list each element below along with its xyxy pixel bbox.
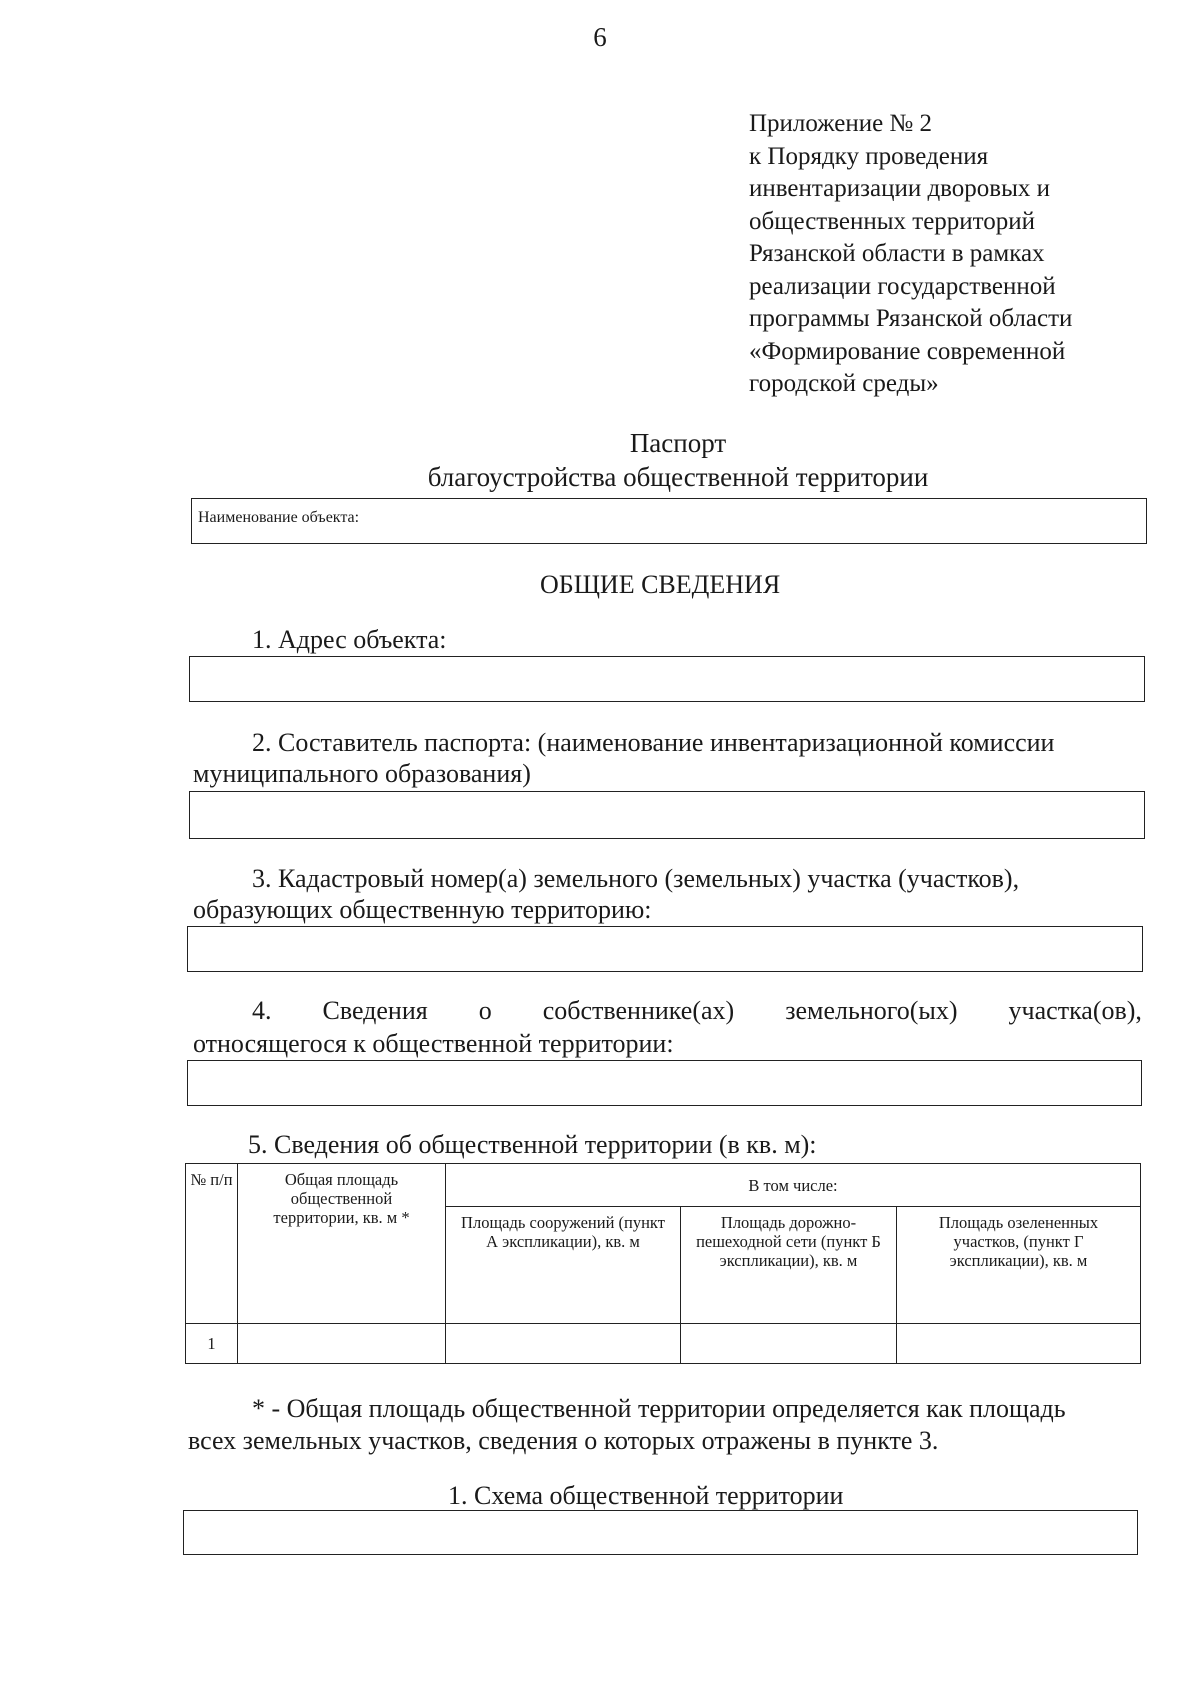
appendix-line: городской среды»: [749, 370, 939, 397]
table-header-num: № п/п: [186, 1164, 238, 1324]
table-cell-green: [897, 1324, 1141, 1364]
table-header-buildings: Площадь сооружений (пункт А экспликации), кв. м: [446, 1207, 681, 1324]
item-cadastral-line1: 3. Кадастровый номер(а) земельного (земельных) участка (участков),: [252, 864, 1020, 893]
appendix-line: программы Рязанской области: [749, 305, 1073, 332]
appendix-line: общественных территорий: [749, 207, 1036, 235]
appendix-line: Рязанской области в рамках: [749, 240, 1045, 267]
page-number: 6: [593, 22, 607, 52]
item-address-label: 1. Адрес объекта:: [252, 625, 447, 654]
table-header-green: Площадь озелененных участков, (пункт Г экспликации), кв. м: [897, 1207, 1141, 1324]
table-cell-total: [238, 1324, 446, 1364]
item-area-label: 5. Сведения об общественной территории (в кв. м):: [248, 1130, 817, 1159]
table-cell-buildings: [446, 1324, 681, 1364]
item-compiler-line2: муниципального образования): [193, 759, 531, 788]
item-cadastral-line2: образующих общественную территорию:: [193, 895, 652, 924]
owner-field: [187, 1060, 1142, 1106]
appendix-line: инвентаризации дворовых и: [749, 175, 1051, 202]
table-cell-num: 1: [186, 1324, 238, 1364]
object-name-field: [191, 498, 1147, 544]
table-header-including: В том числе:: [446, 1164, 1141, 1207]
area-table: [185, 1163, 1141, 1364]
general-info-heading: ОБЩИЕ СВЕДЕНИЯ: [540, 570, 781, 599]
cadastral-field: [187, 926, 1143, 972]
address-field: [189, 656, 1145, 702]
appendix-block: [749, 108, 1169, 401]
item-compiler-line1: 2. Составитель паспорта: (наименование инвентаризационной комиссии: [252, 728, 1055, 757]
item-owner-line2: относящегося к общественной территории:: [193, 1029, 674, 1058]
passport-title: Паспорт: [629, 428, 727, 458]
item-owner-line1: 4. Сведения о собственнике(ах) земельного(ых) участка(ов),: [252, 996, 1142, 1025]
table-header-total: Общая площадь общественной территории, кв. м *: [238, 1164, 446, 1324]
table-row: [186, 1324, 1141, 1364]
compiler-field: [189, 791, 1145, 839]
passport-subtitle: благоустройства общественной территории: [427, 462, 929, 492]
footnote-line1: * - Общая площадь общественной территории определяется как площадь: [252, 1394, 1066, 1423]
scheme-field: [183, 1510, 1138, 1555]
scheme-heading: 1. Схема общественной территории: [448, 1481, 844, 1510]
object-name-label: Наименование объекта:: [198, 509, 360, 526]
footnote-line2: всех земельных участков, сведения о которых отражены в пункте 3.: [188, 1426, 939, 1455]
table-cell-roads: [681, 1324, 897, 1364]
appendix-line: к Порядку проведения: [749, 142, 989, 170]
appendix-line: реализации государственной: [749, 272, 1056, 300]
table-header-roads: Площадь дорожно-пешеходной сети (пункт Б экспликации), кв. м: [681, 1207, 897, 1324]
appendix-line: Приложение № 2: [749, 110, 933, 137]
appendix-line: «Формирование современной: [749, 337, 1066, 365]
